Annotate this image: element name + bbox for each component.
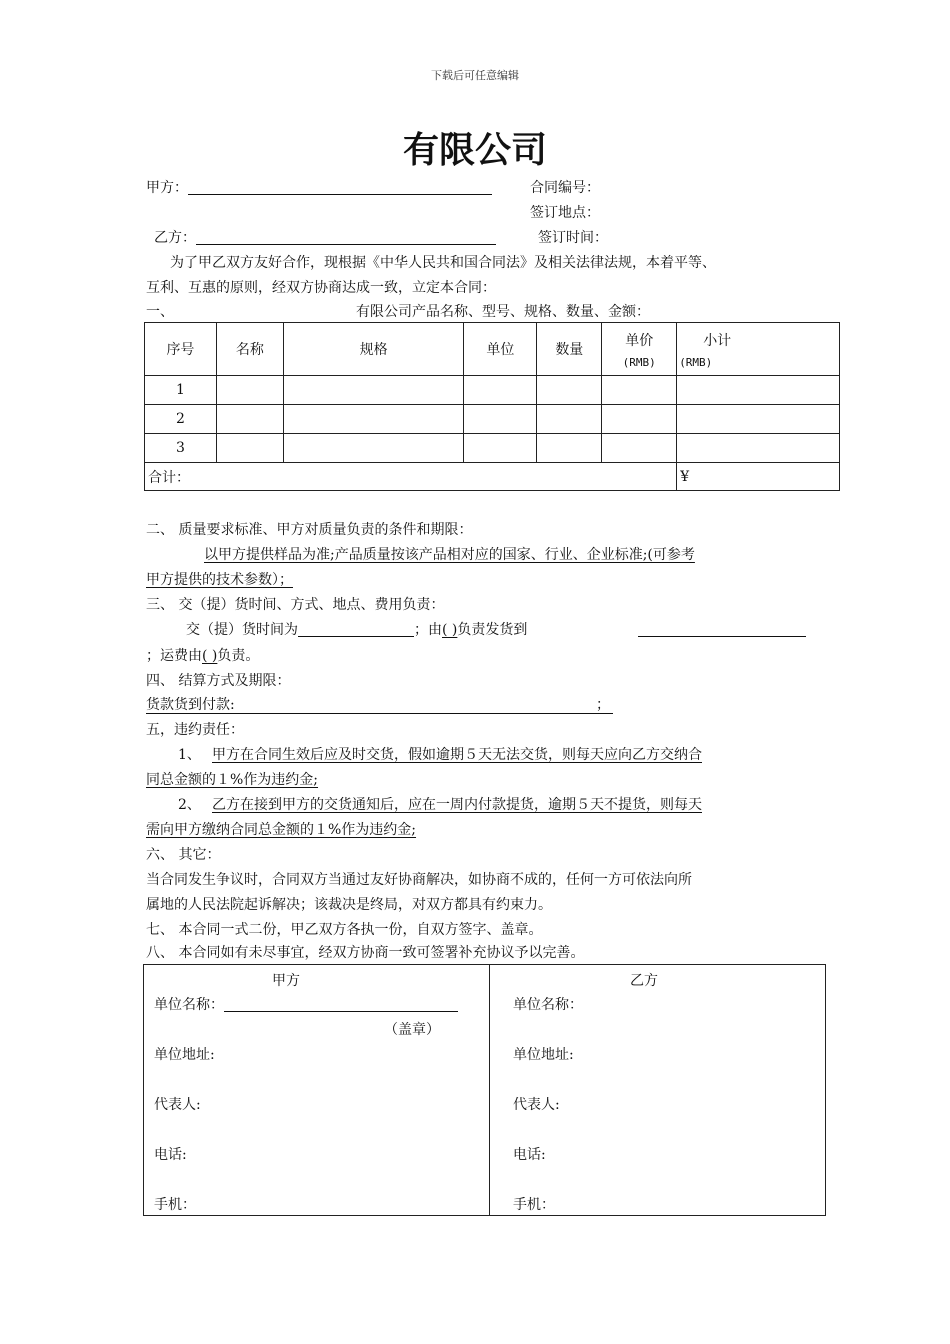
header-subtotal-unit: (RMB) xyxy=(679,355,713,369)
delivery-time-label: 交（提）货时间为 xyxy=(186,622,298,638)
delivery-time-blank[interactable] xyxy=(298,623,414,637)
penalty-1-number: 1、 xyxy=(178,747,201,763)
ship-to-label: 负责发货到 xyxy=(457,622,528,638)
party-a-unit-name-label: 单位名称： xyxy=(154,997,224,1013)
party-b-heading: 乙方 xyxy=(630,973,658,989)
section-2-line-1: 以甲方提供样品为准;产品质量按该产品相对应的国家、行业、企业标准;(可参考 xyxy=(204,547,695,563)
header-name: 名称 xyxy=(216,323,283,376)
section-2-line-2: 甲方提供的技术参数）； xyxy=(146,572,293,588)
row-seq: 3 xyxy=(145,434,217,463)
header-price-label: 单价 xyxy=(625,332,654,349)
party-b-phone: 电话: xyxy=(513,1147,546,1163)
header-price-unit: (RMB) xyxy=(622,355,656,369)
table-row xyxy=(145,376,840,405)
section-3-heading: 三、 交（提）货时间、方式、地点、费用负责： xyxy=(146,597,445,613)
party-a-seal: （盖章） xyxy=(384,1022,440,1038)
party-a-unit-name xyxy=(154,998,458,1012)
party-b-address: 单位地址: xyxy=(513,1047,574,1063)
party-a-unit-name-blank[interactable] xyxy=(224,998,458,1012)
section-1-title: 有限公司产品名称、型号、规格、数量、金额： xyxy=(356,304,650,320)
cell[interactable] xyxy=(283,434,464,463)
contract-no-label: 合同编号： xyxy=(530,180,600,196)
party-a-mobile: 手机： xyxy=(154,1197,196,1213)
header-unit: 单位 xyxy=(464,323,537,376)
document-title: 有限公司 xyxy=(402,130,547,171)
section-4-heading: 四、 结算方式及期限： xyxy=(146,673,291,689)
signature-table xyxy=(143,964,826,1216)
party-a-label: 甲方： xyxy=(146,180,188,196)
penalty-1-line-2: 同总金额的１%作为违约金; xyxy=(146,772,319,788)
cell[interactable] xyxy=(464,434,537,463)
penalty-2-line-1: 乙方在接到甲方的交货通知后，应在一周内付款提货，逾期５天不提货，则每天 xyxy=(212,797,702,813)
penalty-2-line-2: 需向甲方缴纳合同总金额的１%作为违约金; xyxy=(146,822,417,838)
cell[interactable] xyxy=(283,376,464,405)
cell[interactable] xyxy=(602,405,677,434)
ship-to-field xyxy=(638,623,806,637)
total-label: 合计： xyxy=(145,463,677,491)
preamble-line-1: 为了甲乙双方友好合作，现根据《中华人民共和国合同法》及相关法律法规，本着平等、 xyxy=(170,255,716,271)
cell[interactable] xyxy=(677,405,840,434)
row-seq: 2 xyxy=(145,405,217,434)
header-subtotal xyxy=(677,323,840,376)
cell[interactable] xyxy=(283,405,464,434)
cell[interactable] xyxy=(537,376,602,405)
header-spec: 规格 xyxy=(283,323,464,376)
section-5-heading: 五，违约责任： xyxy=(146,722,244,738)
delivery-by-label: ；由 xyxy=(414,622,442,638)
cell[interactable] xyxy=(537,434,602,463)
product-table xyxy=(144,322,840,491)
cell[interactable] xyxy=(602,434,677,463)
party-b-label: 乙方： xyxy=(154,230,196,246)
penalty-2-number: 2、 xyxy=(178,797,201,813)
sign-time-label: 签订时间： xyxy=(538,230,608,246)
cell[interactable] xyxy=(216,434,283,463)
freight-label: ；运费由 xyxy=(146,648,202,664)
cell[interactable] xyxy=(602,376,677,405)
penalty-1-line-1: 甲方在合同生效后应及时交货，假如逾期５天无法交货，则每天应向乙方交纳合 xyxy=(212,747,702,763)
header-price xyxy=(602,323,677,376)
cell[interactable] xyxy=(537,405,602,434)
delivery-party-blank[interactable]: ( ) xyxy=(442,622,458,638)
cell[interactable] xyxy=(464,376,537,405)
party-a-blank[interactable] xyxy=(188,181,492,195)
section-1-number: 一、 xyxy=(146,304,174,320)
party-a-heading: 甲方 xyxy=(272,973,300,989)
signature-divider xyxy=(489,965,490,1215)
cell[interactable] xyxy=(216,405,283,434)
section-6-line-2: 属地的人民法院起诉解决；该裁决是终局，对双方都具有约束力。 xyxy=(146,897,552,913)
freight-end: 负责。 xyxy=(217,648,260,664)
cell[interactable] xyxy=(464,405,537,434)
header-subtotal-label: 小计 xyxy=(703,332,732,349)
payment-line[interactable] xyxy=(146,698,613,714)
section-7: 七、 本合同一式二份，甲乙双方各执一份，自双方签字、盖章。 xyxy=(146,922,543,938)
section-8: 八、 本合同如有未尽事宜，经双方协商一致可签署补充协议予以完善。 xyxy=(146,945,585,961)
freight-party-blank[interactable]: ( ) xyxy=(202,648,218,664)
party-b-unit-name: 单位名称： xyxy=(513,997,583,1013)
table-header-row xyxy=(145,323,840,376)
payment-line-end: ； xyxy=(596,697,610,713)
header-qty: 数量 xyxy=(537,323,602,376)
row-seq: 1 xyxy=(145,376,217,405)
party-b-representative: 代表人: xyxy=(513,1097,560,1113)
sign-place-label: 签订地点： xyxy=(530,205,600,221)
preamble-line-2: 互利、互惠的原则，经双方协商达成一致，立定本合同： xyxy=(146,280,496,296)
party-a-representative: 代表人: xyxy=(154,1097,201,1113)
header-seq: 序号 xyxy=(145,323,217,376)
total-value[interactable]: ¥ xyxy=(677,463,840,491)
party-a-field xyxy=(146,181,492,195)
header-note: 下载后可任意编辑 xyxy=(431,69,519,82)
table-total-row xyxy=(145,463,840,491)
cell[interactable] xyxy=(677,376,840,405)
payment-label: 货款货到付款: xyxy=(146,697,235,713)
section-2-heading: 二、 质量要求标准、甲方对质量负责的条件和期限： xyxy=(146,522,473,538)
party-b-blank[interactable] xyxy=(196,231,496,245)
party-a-address: 单位地址: xyxy=(154,1047,215,1063)
section-6-line-1: 当合同发生争议时，合同双方当通过友好协商解决，如协商不成的，任何一方可依法向所 xyxy=(146,872,692,888)
party-b-mobile: 手机： xyxy=(513,1197,555,1213)
party-a-phone: 电话: xyxy=(154,1147,187,1163)
cell[interactable] xyxy=(677,434,840,463)
table-row xyxy=(145,405,840,434)
party-b-field xyxy=(154,231,496,245)
section-3-line-2 xyxy=(146,649,259,663)
ship-to-blank[interactable] xyxy=(638,623,806,637)
table-row xyxy=(145,434,840,463)
cell[interactable] xyxy=(216,376,283,405)
section-3-line-1 xyxy=(186,623,527,637)
section-6-heading: 六、 其它： xyxy=(146,847,221,863)
